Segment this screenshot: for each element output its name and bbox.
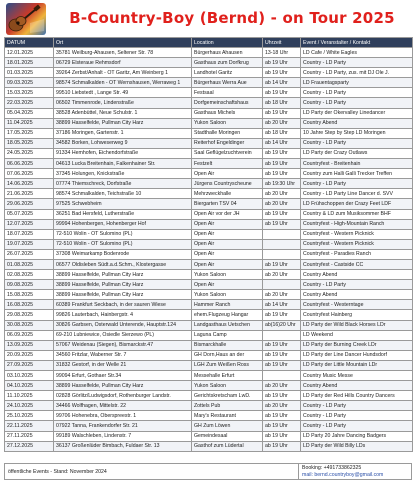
cell-date: 06.06.2025 (5, 159, 54, 169)
cell-date: 27.12.2025 (5, 441, 54, 451)
cell-location: Stadthalle Moringen (192, 128, 263, 138)
cell-event: Country Abend (301, 270, 413, 280)
cell-date: 24.10.2025 (5, 401, 54, 411)
cell-time: ab 19 Uhr (263, 219, 301, 229)
cell-event: Country - LD Party (301, 411, 413, 421)
cell-location: Open Air (192, 249, 263, 259)
cell-time (263, 229, 301, 239)
cell-location: Gerichtskretscham LwD. (192, 391, 263, 401)
table-row (5, 270, 413, 280)
cell-time (263, 371, 301, 381)
cell-event: LD Party der Wild Billy LDs (301, 441, 413, 451)
table-row (5, 159, 413, 169)
cell-location: Reiterhof Engeldinger (192, 138, 263, 148)
cell-event: Countryfest - Breitenhain (301, 159, 413, 169)
cell-time: ab 20 Uhr (263, 290, 301, 300)
cell-ort: 30826 Garbsen, Osterwald Unterende, Hauptstr.124 (54, 320, 192, 330)
cell-ort: 37186 Moringen, Gartenstr. 1 (54, 128, 192, 138)
cell-date: 14.06.2025 (5, 179, 54, 189)
table-row (5, 360, 413, 370)
cell-event: Countryfest - High-Mountain Ranch (301, 219, 413, 229)
cell-time: ab 20 Uhr (263, 118, 301, 128)
cell-event: LD Party der Burning Creek LDr (301, 340, 413, 350)
column-header-ort: Ort (54, 38, 192, 48)
cell-ort: 91334 Hemhofen, Eichendorfstraße (54, 148, 192, 158)
cell-event: Country - LD Party (301, 98, 413, 108)
cell-location: Hammer Ranch (192, 300, 263, 310)
cell-location: Messehalle Erfurt (192, 371, 263, 381)
column-header-time: Uhrzeit (263, 38, 301, 48)
table-row (5, 431, 413, 441)
cell-time: ab 19 Uhr (263, 108, 301, 118)
cell-ort: 38899 Hasselfelde, Pullman City Harz (54, 280, 192, 290)
cell-date: 12.01.2025 (5, 48, 54, 58)
cell-event: Country Abend (301, 118, 413, 128)
cell-time: ab 19 Uhr (263, 431, 301, 441)
footer-contact (299, 463, 412, 480)
cell-ort: 57067 Weidenau (Siegen), Bismarckstr.47 (54, 340, 192, 350)
cell-event: Countryfest Hainberg (301, 310, 413, 320)
cell-date: 18.01.2025 (5, 58, 54, 68)
cell-date: 11.10.2025 (5, 391, 54, 401)
cell-ort: 31832 Gestorf, in der Welle 21 (54, 360, 192, 370)
cell-location: Open Air (192, 219, 263, 229)
table-row (5, 48, 413, 58)
cell-location: Mary's Restaurant (192, 411, 263, 421)
cell-time: 13-18 Uhr (263, 48, 301, 58)
cell-time: ab 20 Uhr (263, 199, 301, 209)
table-row (5, 58, 413, 68)
cell-time: ab 20 Uhr (263, 381, 301, 391)
cell-time: ab 19:30 Uhr (263, 179, 301, 189)
table-row (5, 259, 413, 269)
booking-phone: Booking: +491733862325 (302, 465, 362, 471)
cell-location: Yukon Saloon (192, 118, 263, 128)
cell-event: LD Weekend (301, 330, 413, 340)
cell-date: 09.08.2025 (5, 280, 54, 290)
table-row (5, 350, 413, 360)
cell-time: ab 19 Uhr (263, 441, 301, 451)
cell-ort: 34560 Fritzlar, Waberner Str. 7 (54, 350, 192, 360)
cell-location: Landhotel Garitz (192, 68, 263, 78)
cell-time: ab 14 Uhr (263, 78, 301, 88)
table-row (5, 441, 413, 451)
table-row (5, 229, 413, 239)
cell-ort: 38528 Adenbüttel, Neue Schulstr. 1 (54, 108, 192, 118)
cell-event: Country - LD Party (301, 179, 413, 189)
footer (4, 463, 412, 480)
table-row (5, 118, 413, 128)
cell-time: ab 18 Uhr (263, 128, 301, 138)
cell-location: Gasthof zum Lüdertal (192, 441, 263, 451)
cell-location: Festsaal (192, 88, 263, 98)
cell-date: 03.10.2025 (5, 371, 54, 381)
cell-ort: 98574 Schmalkalden, Teichstraße 10 (54, 189, 192, 199)
cell-event: Country - LD Party (301, 138, 413, 148)
cell-time: ab 19 Uhr (263, 350, 301, 360)
cell-time: ab 20 Uhr (263, 401, 301, 411)
cell-time: ab 20 Uhr (263, 270, 301, 280)
cell-ort: 34466 Wolfhagen, Mittelstr. 22 (54, 401, 192, 411)
table-row (5, 219, 413, 229)
cell-location: Festzelt (192, 159, 263, 169)
cell-location: Bismarckhalle (192, 340, 263, 350)
cell-event: Country Abend (301, 290, 413, 300)
contact-email[interactable]: mail: bernd.countryboy@gmail.com (302, 472, 384, 478)
cell-ort: 72-510 Wolin - OT Sulomino (PL) (54, 239, 192, 249)
cell-time: ab(16)20 Uhr (263, 320, 301, 330)
cell-date: 20.09.2025 (5, 350, 54, 360)
cell-event: Country - LD Party Line Dancer d. SVV (301, 189, 413, 199)
tour-dates-table (4, 37, 413, 452)
cell-time (263, 280, 301, 290)
cell-location: Dorfgemeinschaftshaus (192, 98, 263, 108)
table-row (5, 371, 413, 381)
cell-date: 13.09.2025 (5, 340, 54, 350)
cell-date: 24.05.2025 (5, 148, 54, 158)
cell-date: 27.09.2025 (5, 360, 54, 370)
cell-location: Open Air (192, 280, 263, 290)
table-row (5, 199, 413, 209)
column-header-location: Location (192, 38, 263, 48)
cell-time: ab 19 Uhr (263, 159, 301, 169)
table-row (5, 169, 413, 179)
header (4, 3, 412, 37)
cell-date: 26.07.2025 (5, 249, 54, 259)
cell-time: ab 20 Uhr (263, 189, 301, 199)
cell-date: 07.06.2025 (5, 169, 54, 179)
cell-time: ab 19 Uhr (263, 391, 301, 401)
cell-ort: 04613 Lucka Breitenhain, Falkenhainer Str. (54, 159, 192, 169)
cell-ort: 07922 Tanna, Frankendorfer Str. 21 (54, 421, 192, 431)
cell-date: 05.07.2025 (5, 209, 54, 219)
cell-event: LD Party 20 Jahre Dancing Badgers (301, 431, 413, 441)
cell-time: ab 19 Uhr (263, 68, 301, 78)
cell-location: LGH Zum Weißen Ross (192, 360, 263, 370)
table-row (5, 310, 413, 320)
table-row (5, 249, 413, 259)
cell-ort: 06729 Elsteraue Rehmsdorf (54, 58, 192, 68)
cell-event: Countryfest - Westerntage (301, 300, 413, 310)
table-row (5, 411, 413, 421)
cell-time: ab 19 Uhr (263, 169, 301, 179)
cell-ort: 37345 Holungen, Knickstraße (54, 169, 192, 179)
table-row (5, 401, 413, 411)
cell-location: GH Zum Löwen (192, 421, 263, 431)
cell-ort: 36137 Großenlüder Bimbach, Fuldaer Str. 13 (54, 441, 192, 451)
cell-location: Bürgerhaus Werra Aue (192, 78, 263, 88)
table-row (5, 239, 413, 249)
cell-location: Yukon Saloon (192, 270, 263, 280)
cell-time: ab 19 Uhr (263, 259, 301, 269)
table-row (5, 108, 413, 118)
cell-event: LD Cafe / White Eagles (301, 48, 413, 58)
table-row (5, 290, 413, 300)
cell-time: ab 19 Uhr (263, 58, 301, 68)
table-body (5, 48, 413, 452)
cell-time: ab 19 Uhr (263, 340, 301, 350)
cell-ort: 38899 Hasselfelde, Pullman City Harz (54, 381, 192, 391)
cell-date: 01.03.2025 (5, 68, 54, 78)
cell-date: 30.08.2025 (5, 320, 54, 330)
cell-ort: 06577 Oldisleben Südt.a.d.Schm., Klostergasse (54, 259, 192, 269)
cell-time: ab 19 Uhr (263, 310, 301, 320)
footer-note: öffentliche Events - Stand: November 2024 (4, 463, 299, 480)
cell-time: ab 18 Uhr (263, 98, 301, 108)
cell-event: Country - LD Party (301, 401, 413, 411)
table-row (5, 128, 413, 138)
cell-event: LD Party der Red Hills Country Dancers (301, 391, 413, 401)
cell-date: 21.06.2025 (5, 189, 54, 199)
cell-location: Open Air (192, 239, 263, 249)
cell-event: Countryfest - Western Picknick (301, 239, 413, 249)
cell-event: Country Music Messe (301, 371, 413, 381)
cell-event: Countryfest - Western Picknick (301, 229, 413, 239)
table-row (5, 68, 413, 78)
cell-ort: 99510 Liebstedt , Lange Str. 49 (54, 88, 192, 98)
cell-time: ab 19 Uhr (263, 411, 301, 421)
cell-date: 15.03.2025 (5, 88, 54, 98)
table-row (5, 381, 413, 391)
cell-date: 29.06.2025 (5, 199, 54, 209)
cell-event: Countryfest - Paradies Ranch (301, 249, 413, 259)
cell-ort: 97525 Schwebheim (54, 199, 192, 209)
cell-ort: 69-210 Lubniewice, Osiedle Sierzewo (PL) (54, 330, 192, 340)
cell-event: 10 Jahre Step by Step LD Moringen (301, 128, 413, 138)
cell-location: Open Air (192, 229, 263, 239)
cell-date: 06.09.2025 (5, 330, 54, 340)
cell-event: LD Party der Line Dancer Hundsdorf (301, 350, 413, 360)
cell-ort: 36251 Bad Hersfeld, Lutherstraße (54, 209, 192, 219)
cell-ort: 02828 Görlitz/Ludwigsdorf, Rothenburger Landstr. (54, 391, 192, 401)
cell-date: 27.11.2025 (5, 431, 54, 441)
cell-date: 01.08.2025 (5, 259, 54, 269)
cell-date: 17.05.2025 (5, 128, 54, 138)
cell-location: Gasthaus Michels (192, 108, 263, 118)
cell-date: 25.10.2025 (5, 411, 54, 421)
cell-event: LD Frühschoppen der Crazy Feet LDF (301, 199, 413, 209)
table-row (5, 148, 413, 158)
cell-location: Jürgens Countryscheune (192, 179, 263, 189)
column-header-date: DATUM (5, 38, 54, 48)
table-row (5, 78, 413, 88)
table-row (5, 320, 413, 330)
cell-ort: 07774 Thiemschreck, Dorfstraße (54, 179, 192, 189)
cell-ort: 38899 Hasselfelde, Pullman City Harz (54, 118, 192, 128)
cell-date: 18.05.2025 (5, 138, 54, 148)
table-row (5, 391, 413, 401)
cell-date: 02.08.2025 (5, 270, 54, 280)
cell-time: ab 19 Uhr (263, 88, 301, 98)
cell-location: Saal Geflügelzuchtverein (192, 148, 263, 158)
cell-time: ab 19 Uhr (263, 148, 301, 158)
cell-ort: 60389 Frankfurt Seckbach, in der sauren Wiese (54, 300, 192, 310)
cell-time: ab 19 Uhr (263, 421, 301, 431)
cell-event: Country - LD Party, zus. mit DJ Ole J. (301, 68, 413, 78)
cell-ort: 34582 Borken, Lohweserweg 9 (54, 138, 192, 148)
cell-ort: 38899 Hasselfelde, Pullman City Harz (54, 290, 192, 300)
cell-time: ab 19 Uhr (263, 209, 301, 219)
cell-event: Countryfest - Castside CC (301, 259, 413, 269)
cell-location: Mehrzweckhalle (192, 189, 263, 199)
cell-ort: 72-510 Wolin - OT Sulomino (PL) (54, 229, 192, 239)
cell-ort: 99094 Erfurt, Gothaer Str.34 (54, 371, 192, 381)
cell-location: GH Dorn,Haus an der (192, 350, 263, 360)
cell-ort: 99994 Hohenbergen, Hohenberger Hof (54, 219, 192, 229)
cell-event: LD Frauentagsparty (301, 78, 413, 88)
cell-location: Landgasthaus Uetschen (192, 320, 263, 330)
cell-date: 29.08.2025 (5, 310, 54, 320)
cell-ort: 99706 Hohenebra, Oberspreestr. 1 (54, 411, 192, 421)
table-row (5, 421, 413, 431)
cell-ort: 99826 Lauterbach, Hainbergstr. 4 (54, 310, 192, 320)
cell-event: Country Abend (301, 381, 413, 391)
cell-location: Yukon Saloon (192, 381, 263, 391)
guitar-flag-logo (6, 3, 46, 35)
cell-event: LD Party der Crazy Outlaws (301, 148, 413, 158)
cell-event: Country - LD Party (301, 421, 413, 431)
cell-ort: 39264 Zerbst/Anhalt - OT Garitz, Am Weinberg 1 (54, 68, 192, 78)
cell-location: Open Air (192, 169, 263, 179)
table-row (5, 300, 413, 310)
cell-date: 22.11.2025 (5, 421, 54, 431)
cell-date: 18.07.2025 (5, 229, 54, 239)
table-row (5, 189, 413, 199)
page-title: B-Country-Boy (Bernd) - on Tour 2025 (69, 9, 395, 27)
column-header-event: Event / Veranstalter / Kontakt (301, 38, 413, 48)
table-row (5, 280, 413, 290)
cell-date: 12.07.2025 (5, 219, 54, 229)
cell-ort: 37308 Weimarkamp Bodenrode (54, 249, 192, 259)
cell-time: ab 19 Uhr (263, 360, 301, 370)
cell-event: Country & LD zum Musiksommer BHF (301, 209, 413, 219)
table-row (5, 88, 413, 98)
cell-ort: 98574 Schmalkalden - OT Wernshausen, Werraweg 1 (54, 78, 192, 88)
cell-event: LD Party der Wild Black Horses LDr (301, 320, 413, 330)
cell-date: 19.07.2025 (5, 239, 54, 249)
table-row (5, 340, 413, 350)
cell-date: 04.10.2025 (5, 381, 54, 391)
cell-location: Open Air vor der JH (192, 209, 263, 219)
cell-ort: 38899 Hasselfelde, Pullman City Harz (54, 270, 192, 280)
cell-date: 15.08.2025 (5, 290, 54, 300)
cell-time: ab 14 Uhr (263, 300, 301, 310)
cell-ort: 35781 Weilburg-Ahausen, Seltener Str. 78 (54, 48, 192, 58)
cell-event: LD Party der Little Mountain LDr (301, 360, 413, 370)
cell-location: Yukon Saloon (192, 290, 263, 300)
table-row (5, 98, 413, 108)
cell-location: Laguna Camp (192, 330, 263, 340)
cell-time (263, 239, 301, 249)
cell-date: 22.03.2025 (5, 98, 54, 108)
cell-date: 09.03.2025 (5, 78, 54, 88)
table-row (5, 138, 413, 148)
cell-time: ab 14 Uhr (263, 138, 301, 148)
cell-date: 11.04.2025 (5, 118, 54, 128)
table-header-row (5, 38, 413, 48)
cell-event: LD Party der Okervalley Linedancer (301, 108, 413, 118)
cell-location: Gemeindesaal (192, 431, 263, 441)
cell-location: Gasthaus zum Dorfkrug (192, 58, 263, 68)
table-row (5, 179, 413, 189)
cell-location: ehem.Flugzeug Hangar (192, 310, 263, 320)
cell-location: Open Air (192, 259, 263, 269)
cell-date: 05.04.2025 (5, 108, 54, 118)
cell-ort: 99189 Walschleben, Lindenstr. 7 (54, 431, 192, 441)
cell-event: Country - LD Party (301, 58, 413, 68)
cell-event: Country - LD Party (301, 88, 413, 98)
table-row (5, 209, 413, 219)
cell-event: Country - LD Party (301, 280, 413, 290)
cell-ort: 06502 Timmenrode, Lindenstraße (54, 98, 192, 108)
cell-time (263, 330, 301, 340)
cell-location: Bürgerhaus Ahausen (192, 48, 263, 58)
table-row (5, 330, 413, 340)
cell-event: Country zum Halli Galli Trecker Treffen (301, 169, 413, 179)
cell-date: 16.08.2025 (5, 300, 54, 310)
cell-time (263, 249, 301, 259)
cell-location: Biergarten TSV 04 (192, 199, 263, 209)
cell-location: Zottels Pub (192, 401, 263, 411)
